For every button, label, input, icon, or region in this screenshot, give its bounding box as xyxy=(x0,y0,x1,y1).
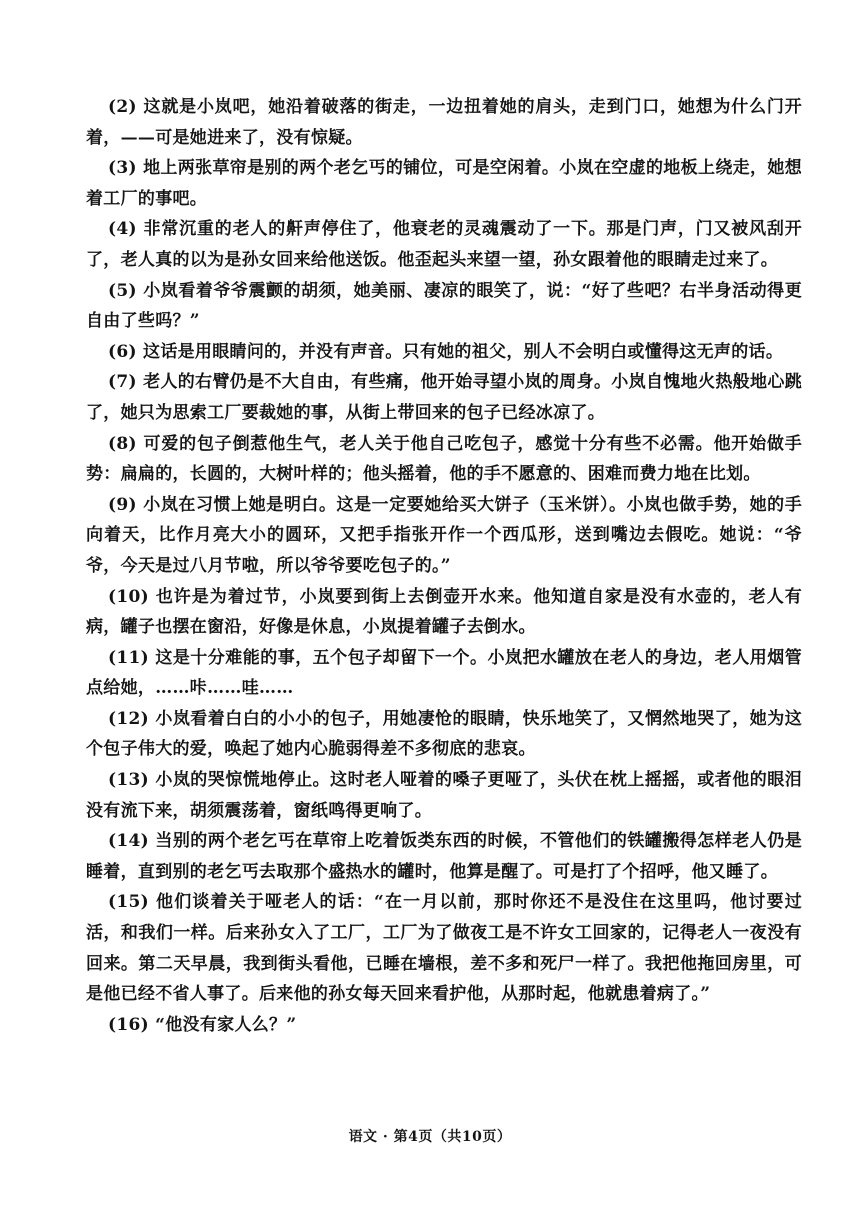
paragraph-5: (5) 小岚看着爷爷震颤的胡须，她美丽、凄凉的眼笑了，说：“好了些吧？右半身活动得更自由了些吗？” xyxy=(86,280,802,332)
article-body xyxy=(86,92,802,1040)
paragraph-11: (11) 这是十分难能的事，五个包子却留下一个。小岚把水罐放在老人的身边，老人用烟管点给她，……咔……哇…… xyxy=(86,647,802,699)
paragraph-7: (7) 老人的右臂仍是不大自由，有些痛，他开始寻望小岚的周身。小岚自愧地火热般地心跳了，她只为思索工厂要裁她的事，从街上带回来的包子已经冰凉了。 xyxy=(86,372,802,423)
paragraph-12: (12) 小岚看着白白的小小的包子，用她凄怆的眼睛，快乐地笑了，又惘然地哭了，她为这个包子伟大的爱，唤起了她内心脆弱得差不多彻底的悲哀。 xyxy=(86,708,802,760)
paragraph-4: (4) 非常沉重的老人的鼾声停住了，他衰老的灵魂震动了一下。那是门声，门又被风刮开了，老人真的以为是孙女回来给他送饭。他歪起头来望一望，孙女跟着他的眼睛走过来了。 xyxy=(86,219,802,270)
page-footer: 语文 · 第4页（共10页） xyxy=(348,1129,512,1145)
paragraph-2: (2) 这就是小岚吧，她沿着破落的街走，一边扭着她的肩头，走到门口，她想为什么门开着，——可是她进来了，没有惊疑。 xyxy=(86,97,802,148)
paragraph-16: (16) “他没有家人么？” xyxy=(108,1014,297,1035)
paragraph-9: (9) 小岚在习惯上她是明白。这是一定要她给买大饼子（玉米饼）。小岚也做手势，她的手向着天，比作月亮大小的圆环，又把手指张开作一个西瓜形，送到嘴边去假吃。她说：“爷爷，今天是过八月节啦，所以爷爷要吃包子的。” xyxy=(86,494,802,576)
paragraph-13: (13) 小岚的哭惊慌地停止。这时老人哑着的嗓子更哑了，头伏在枕上摇摇，或者他的眼泪没有流下来，胡须震荡着，窗纸鸣得更响了。 xyxy=(86,770,802,821)
paragraph-15: (15) 他们谈着关于哑老人的话：“在一月以前，那时你还不是没住在这里吗，他讨要过活，和我们一样。后来孙女入了工厂，工厂为了做夜工是不许女工回家的，记得老人一夜没有回来。第二天早晨，我到街头看他，已睡在墙根，差不多和死尸一样了。我把他拖回房里，可是他已经不省人事了。后来他的孙女每天回来看护他，从那时起，他就患着病了。” xyxy=(86,892,802,1005)
paragraph-10: (10) 也许是为着过节，小岚要到街上去倒壶开水来。他知道自家是没有水壶的，老人有病，罐子也摆在窗沿，好像是休息，小岚提着罐子去倒水。 xyxy=(86,586,802,638)
paragraph-8: (8) 可爱的包子倒惹他生气，老人关于他自己吃包子，感觉十分有些不必需。他开始做手势：扁扁的，长圆的，大树叶样的；他头摇着，他的手不愿意的、困难而费力地在比划。 xyxy=(86,433,802,485)
paragraph-6: (6) 这话是用眼睛问的，并没有声音。只有她的祖父，别人不会明白或懂得这无声的话。 xyxy=(108,341,784,362)
paragraph-14: (14) 当别的两个老乞丐在草帘上吃着饭类东西的时候，不管他们的铁罐搬得怎样老人仍是睡着，直到别的老乞丐去取那个盛热水的罐时，他算是醒了。可是打了个招呼，他又睡了。 xyxy=(86,831,802,882)
paragraph-3: (3) 地上两张草帘是别的两个老乞丐的铺位，可是空闲着。小岚在空虚的地板上绕走，她想着工厂的事吧。 xyxy=(86,158,802,209)
